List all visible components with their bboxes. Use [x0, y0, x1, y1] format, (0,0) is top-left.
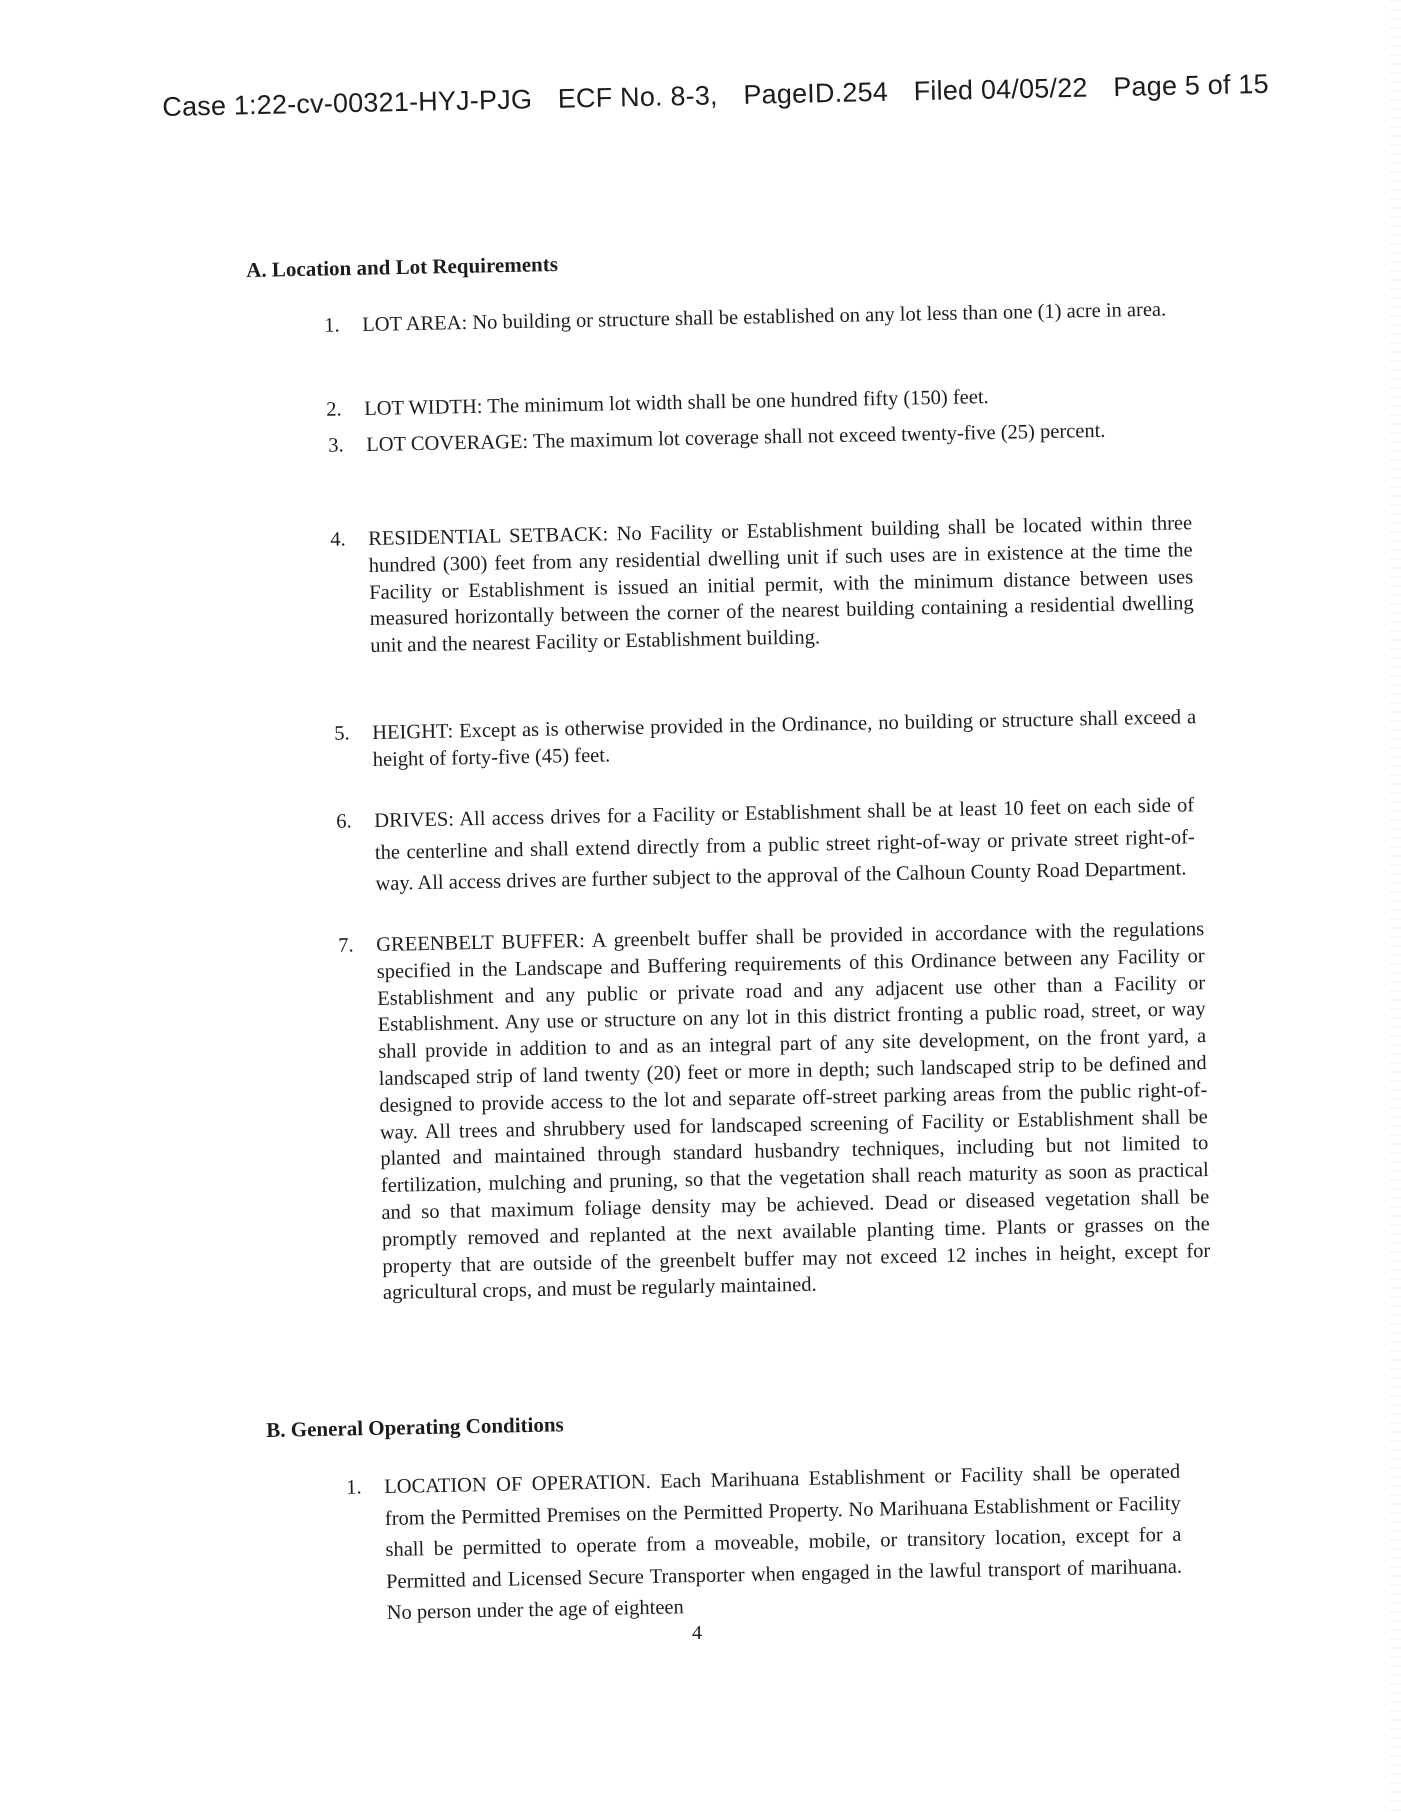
item-number: 4.: [330, 528, 346, 551]
item-number: 6.: [336, 810, 352, 833]
item-text: LOT WIDTH: The minimum lot width shall be one hundred fifty (150) feet.: [364, 386, 989, 420]
page-of: Page 5 of 15: [1112, 68, 1270, 103]
item-text: RESIDENTIAL SETBACK: No Facility or Establishment building shall be located within three hundred (300) feet from any residential dwelling unit if such uses are in existence at the time the Facility or Establishment is issued an initial permit, with the minimum distance between uses measured horizontally between the corner of the nearest building containing a residential dwelling unit and the nearest Facility or Establishment building.: [368, 512, 1194, 658]
list-item: [330, 510, 1194, 660]
page-number: 4: [692, 1622, 702, 1644]
list-item: [324, 296, 1184, 339]
ecf-number: ECF No. 8-3,: [557, 80, 719, 114]
item-number: 2.: [326, 398, 342, 421]
item-number: 7.: [338, 934, 354, 957]
section-b-title: B. General Operating Conditions: [266, 1412, 564, 1442]
filed-date: Filed 04/05/22: [913, 72, 1088, 107]
item-number: 5.: [334, 722, 350, 745]
item-text: LOT COVERAGE: The maximum lot coverage shall not exceed twenty-five (25) percent.: [366, 419, 1106, 456]
item-text: HEIGHT: Except as is otherwise provided in the Ordinance, no building or structure shall exceed a height of forty-five (45) feet.: [372, 706, 1197, 771]
item-number: 3.: [328, 434, 344, 457]
section-a-title: A. Location and Lot Requirements: [246, 252, 559, 282]
item-text: LOT AREA: No building or structure shall be established on any lot less than one (1) acre in area.: [362, 298, 1167, 336]
case-header: [162, 68, 1270, 123]
item-text: DRIVES: All access drives for a Facility or Establishment shall be at least 10 feet on each side of the centerline and shall extend directly from a public street right-of-way or private street right-of-way. All access drives are further subject to the approval of the Calhoun County Road Department.: [374, 794, 1195, 895]
list-item: [326, 380, 1186, 423]
list-item: [346, 1457, 1183, 1630]
list-item: [338, 916, 1211, 1307]
case-number: Case 1:22-cv-00321-HYJ-PJG: [162, 84, 533, 122]
item-number: 1.: [346, 1476, 362, 1499]
item-text: GREENBELT BUFFER: A greenbelt buffer shall be provided in accordance with the regulations specified in the Landscape and Buffering requirements of this Ordinance between any Facility or Establishment and any public or private road and any adjacent use other than a Facility or Establishment. Any use or structure on any lot in this district fronting a public road, street, or way shall provide in addition to and as an integral part of any site development, on the front yard, a landscaped strip of land twenty (20) feet or more in depth; such landscaped strip to be defined and designed to provide access to the lot and separate off-street parking areas from the public right-of-way. All trees and shrubbery used for landscaped screening of Facility or Establishment shall be planted and maintained through standard husbandry techniques, including but not limited to fertilization, mulching and pruning, so that the vegetation shall reach maturity as soon as practical and so that maximum foliage density may be achieved. Dead or diseased vegetation shall be promptly removed and replanted at the next available planting time. Plants or grasses on the property that are outside of the greenbelt buffer may not exceed 12 inches in height, except for agricultural crops, and must be regularly maintained.: [376, 918, 1211, 1305]
page-id: PageID.254: [743, 76, 889, 110]
list-item: [328, 416, 1188, 459]
list-item: [336, 790, 1196, 900]
scan-edge: [1389, 0, 1401, 1812]
item-text: LOCATION OF OPERATION. Each Marihuana Establishment or Facility shall be operated from the Permitted Premises on the Permitted Property. No Marihuana Establishment or Facility shall be permitted to operate from a moveable, mobile, or transitory location, except for a Permitted and Licensed Secure Transporter when engaged in the lawful transport of marihuana. No person under the age of eighteen: [384, 1460, 1183, 1624]
list-item: [334, 704, 1197, 773]
item-number: 1.: [324, 314, 340, 337]
